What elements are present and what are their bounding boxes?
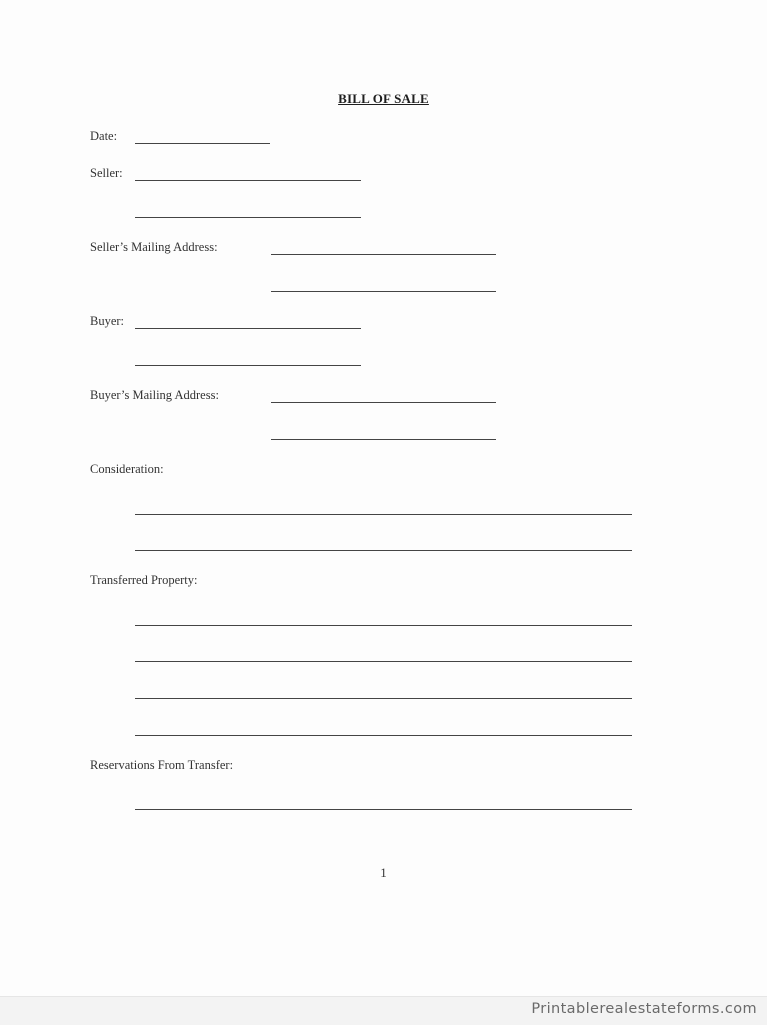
watermark-footer	[0, 996, 767, 1025]
property-blank-4[interactable]	[135, 735, 632, 736]
reservations-label: Reservations From Transfer:	[90, 758, 234, 772]
page-number: 1	[380, 865, 387, 880]
site-watermark: Printablerealestateforms.com	[531, 1001, 757, 1017]
seller-mailing-address-label: Seller’s Mailing Address:	[90, 240, 218, 254]
consideration-label: Consideration:	[90, 462, 164, 476]
document-title: BILL OF SALE	[338, 91, 429, 106]
buyer-blank-1[interactable]	[135, 328, 361, 329]
seller-address-blank-1[interactable]	[271, 254, 496, 255]
seller-blank-2[interactable]	[135, 217, 361, 218]
date-blank[interactable]	[135, 143, 270, 144]
transferred-property-label: Transferred Property:	[90, 573, 198, 587]
buyer-label: Buyer:	[90, 314, 125, 328]
buyer-address-blank-1[interactable]	[271, 402, 496, 403]
seller-blank-1[interactable]	[135, 180, 361, 181]
consideration-blank-2[interactable]	[135, 550, 632, 551]
property-blank-3[interactable]	[135, 698, 632, 699]
consideration-blank-1[interactable]	[135, 514, 632, 515]
reservations-blank-1[interactable]	[135, 809, 632, 810]
property-blank-1[interactable]	[135, 625, 632, 626]
property-blank-2[interactable]	[135, 661, 632, 662]
buyer-blank-2[interactable]	[135, 365, 361, 366]
seller-address-blank-2[interactable]	[271, 291, 496, 292]
seller-label: Seller:	[90, 166, 123, 180]
buyer-address-blank-2[interactable]	[271, 439, 496, 440]
buyer-mailing-address-label: Buyer’s Mailing Address:	[90, 388, 219, 402]
date-label: Date:	[90, 129, 118, 143]
